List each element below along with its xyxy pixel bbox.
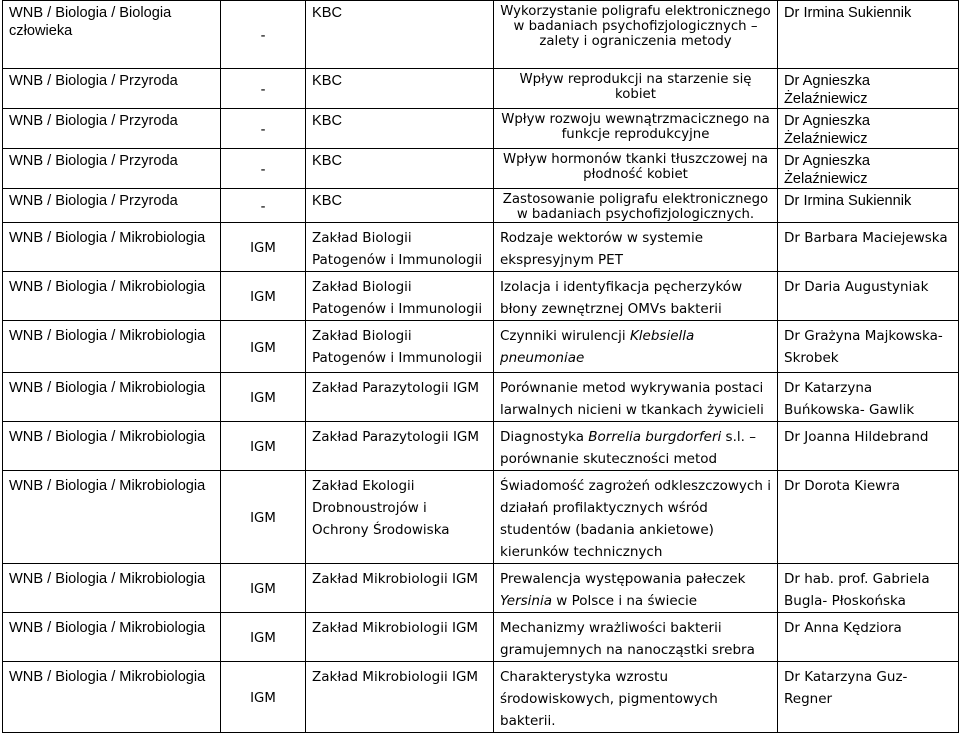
table-row	[3, 69, 959, 109]
supervisor-cell: Dr Agnieszka Żelaźniewicz	[778, 149, 959, 189]
topic-cell: Wpływ rozwoju wewnątrzmacicznego na funkcje reprodukcyjne	[494, 109, 778, 149]
table-row	[3, 613, 959, 662]
unit-cell: -	[221, 1, 306, 69]
supervisor-cell: Dr Agnieszka Żelaźniewicz	[778, 69, 959, 109]
topic-text: w Polsce i na świecie	[551, 593, 698, 609]
department-cell: KBC	[306, 1, 494, 69]
topic-cell	[494, 321, 778, 373]
department-cell: Zakład Mikrobiologii IGM	[306, 613, 494, 662]
supervisor-cell: Dr Grażyna Majkowska-Skrobek	[778, 321, 959, 373]
department-cell: Zakład Biologii Patogenów i Immunologii	[306, 223, 494, 272]
topic-cell: Wpływ reprodukcji na starzenie się kobiet	[494, 69, 778, 109]
table-row	[3, 471, 959, 564]
table-row	[3, 223, 959, 272]
topic-cell: Wpływ hormonów tkanki tłuszczowej na płodność kobiet	[494, 149, 778, 189]
topic-cell: Izolacja i identyfikacja pęcherzyków błony zewnętrznej OMVs bakterii	[494, 272, 778, 321]
topic-cell: Świadomość zagrożeń odkleszczowych i działań profilaktycznych wśród studentów (badania ankietowe) kierunków technicznych	[494, 471, 778, 564]
unit-cell: IGM	[221, 471, 306, 564]
table-row	[3, 109, 959, 149]
category-cell: WNB / Biologia / Biologia człowieka	[3, 1, 221, 69]
category-cell: WNB / Biologia / Przyroda	[3, 69, 221, 109]
topic-species-name: Klebsiella pneumoniae	[500, 328, 695, 366]
unit-cell: IGM	[221, 223, 306, 272]
supervisor-cell: Dr Irmina Sukiennik	[778, 189, 959, 223]
unit-cell: IGM	[221, 321, 306, 373]
supervisor-cell: Dr Joanna Hildebrand	[778, 422, 959, 471]
supervisor-cell: Dr Agnieszka Żelaźniewicz	[778, 109, 959, 149]
topic-species-name: Borrelia burgdorferi	[588, 429, 722, 445]
category-cell: WNB / Biologia / Mikrobiologia	[3, 471, 221, 564]
unit-cell: -	[221, 149, 306, 189]
supervisor-cell: Dr Anna Kędziora	[778, 613, 959, 662]
table-row	[3, 564, 959, 613]
category-cell: WNB / Biologia / Mikrobiologia	[3, 373, 221, 422]
supervisor-cell: Dr Dorota Kiewra	[778, 471, 959, 564]
category-cell: WNB / Biologia / Mikrobiologia	[3, 321, 221, 373]
supervisor-cell: Dr Katarzyna Buńkowska- Gawlik	[778, 373, 959, 422]
unit-cell: IGM	[221, 373, 306, 422]
topic-cell	[494, 564, 778, 613]
table-row	[3, 189, 959, 223]
table-row	[3, 149, 959, 189]
unit-cell: IGM	[221, 613, 306, 662]
topic-cell: Charakterystyka wzrostu środowiskowych, pigmentowych bakterii.	[494, 662, 778, 733]
department-cell: KBC	[306, 109, 494, 149]
topic-cell: Zastosowanie poligrafu elektronicznego w badaniach psychofizjologicznych.	[494, 189, 778, 223]
department-cell: Zakład Mikrobiologii IGM	[306, 564, 494, 613]
topic-text: s.l. – porównanie skuteczności metod	[500, 429, 756, 467]
table-row	[3, 662, 959, 733]
table-row	[3, 1, 959, 69]
topic-cell: Porównanie metod wykrywania postaci larwalnych nicieni w tkankach żywicieli	[494, 373, 778, 422]
topic-cell: Rodzaje wektorów w systemie ekspresyjnym PET	[494, 223, 778, 272]
unit-cell: IGM	[221, 564, 306, 613]
topic-text: Czynniki wirulencji	[500, 328, 630, 344]
unit-cell: -	[221, 109, 306, 149]
department-cell: KBC	[306, 149, 494, 189]
table-row	[3, 422, 959, 471]
unit-cell: -	[221, 189, 306, 223]
supervisor-cell: Dr Irmina Sukiennik	[778, 1, 959, 69]
supervisor-cell: Dr hab. prof. Gabriela Bugla- Płoskońska	[778, 564, 959, 613]
supervisor-cell: Dr Daria Augustyniak	[778, 272, 959, 321]
unit-cell: IGM	[221, 422, 306, 471]
supervisor-cell: Dr Katarzyna Guz-Regner	[778, 662, 959, 733]
unit-cell: -	[221, 69, 306, 109]
table-row	[3, 272, 959, 321]
topic-cell	[494, 422, 778, 471]
department-cell: Zakład Parazytologii IGM	[306, 373, 494, 422]
department-cell: KBC	[306, 189, 494, 223]
category-cell: WNB / Biologia / Mikrobiologia	[3, 564, 221, 613]
topic-species-name: Yersinia	[500, 593, 552, 609]
thesis-topics-table	[2, 0, 959, 733]
topic-text: Diagnostyka	[500, 429, 589, 445]
category-cell: WNB / Biologia / Przyroda	[3, 109, 221, 149]
unit-cell: IGM	[221, 662, 306, 733]
category-cell: WNB / Biologia / Mikrobiologia	[3, 272, 221, 321]
category-cell: WNB / Biologia / Mikrobiologia	[3, 613, 221, 662]
department-cell: Zakład Mikrobiologii IGM	[306, 662, 494, 733]
table-row	[3, 373, 959, 422]
category-cell: WNB / Biologia / Przyroda	[3, 149, 221, 189]
table-row	[3, 321, 959, 373]
category-cell: WNB / Biologia / Mikrobiologia	[3, 223, 221, 272]
category-cell: WNB / Biologia / Mikrobiologia	[3, 422, 221, 471]
supervisor-cell: Dr Barbara Maciejewska	[778, 223, 959, 272]
topic-cell: Mechanizmy wrażliwości bakterii gramujemnych na nanocząstki srebra	[494, 613, 778, 662]
department-cell: KBC	[306, 69, 494, 109]
department-cell: Zakład Biologii Patogenów i Immunologii	[306, 321, 494, 373]
topic-cell: Wykorzystanie poligrafu elektronicznego w badaniach psychofizjologicznych – zalety i ograniczenia metody	[494, 1, 778, 69]
department-cell: Zakład Biologii Patogenów i Immunologii	[306, 272, 494, 321]
category-cell: WNB / Biologia / Przyroda	[3, 189, 221, 223]
department-cell: Zakład Parazytologii IGM	[306, 422, 494, 471]
unit-cell: IGM	[221, 272, 306, 321]
category-cell: WNB / Biologia / Mikrobiologia	[3, 662, 221, 733]
department-cell: Zakład Ekologii Drobnoustrojów i Ochrony Środowiska	[306, 471, 494, 564]
topic-text: Prewalencja występowania pałeczek	[500, 571, 746, 587]
